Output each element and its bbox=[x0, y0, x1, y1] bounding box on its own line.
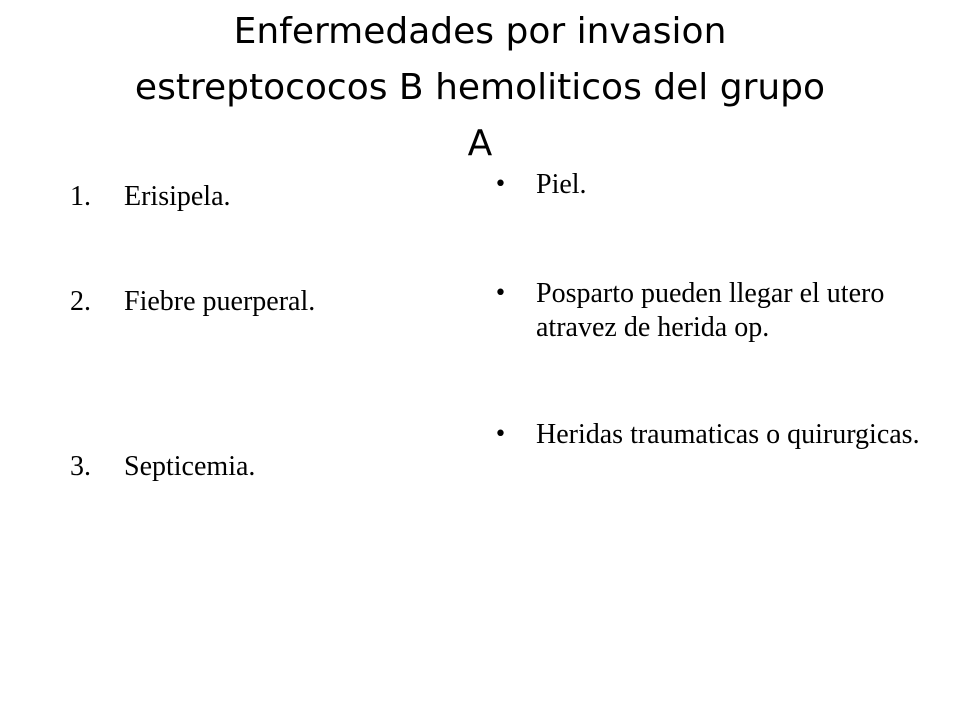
title-line-1: Enfermedades por invasion bbox=[233, 11, 727, 52]
bullet-icon: • bbox=[494, 172, 507, 197]
list-number: 2. bbox=[70, 286, 91, 317]
bullet-item-text: Piel. bbox=[536, 169, 587, 200]
bullet-icon: • bbox=[494, 281, 507, 306]
list-number: 1. bbox=[70, 181, 91, 212]
list-item-text: Septicemia. bbox=[124, 451, 256, 482]
list-number: 3. bbox=[70, 451, 91, 482]
list-item-fiebre-puerperal bbox=[70, 285, 315, 319]
bullet-item-text: Heridas traumaticas o quirurgicas. bbox=[536, 419, 920, 450]
bullet-icon: • bbox=[494, 422, 507, 447]
slide-title bbox=[40, 4, 920, 172]
list-item-septicemia bbox=[70, 450, 255, 484]
bullet-item-heridas bbox=[494, 418, 944, 452]
title-line-2: estreptococos B hemoliticos del grupo bbox=[134, 67, 826, 108]
bullet-item-posparto bbox=[494, 277, 944, 345]
list-item-erisipela bbox=[70, 180, 231, 214]
list-item-text: Erisipela. bbox=[124, 181, 231, 212]
bullet-item-text: Posparto pueden llegar el utero atravez de herida op. bbox=[536, 278, 885, 343]
bullet-item-piel bbox=[494, 168, 944, 202]
list-item-text: Fiebre puerperal. bbox=[124, 286, 316, 317]
title-line-3: A bbox=[467, 123, 493, 164]
